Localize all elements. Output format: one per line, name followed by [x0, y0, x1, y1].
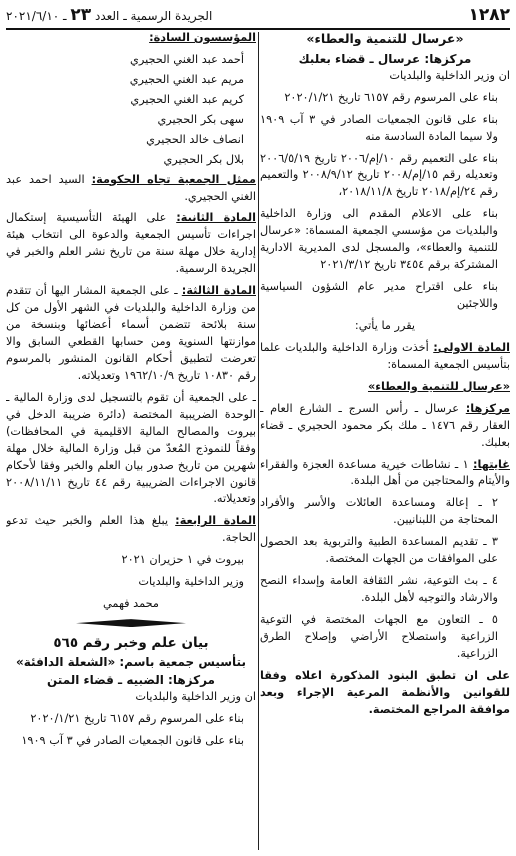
place-date: بيروت في ١ حزيران ٢٠٢١: [121, 553, 244, 567]
goal-4: ٤ ـ بث التوعية، نشر الثقافة العامة وإسداء النصح والارشاد والتوجيه لأهل البلدة.: [260, 574, 498, 605]
article-three-text: ـ على الجمعية المشار اليها أن تتقدم من وزارة الداخلية والبلديات في الشهر الأول من كل سنة بلائحة تتضمن أسماء أعضائها وبنسخة من موازنتها السنوية ومن حسابها القطعي السابق والا تعرضت لتطبيق أحكام القانون المنشور بالمرسوم رقم ١٠٨٣٠ تاريخ ١٩٦٢/١٠/٩ وتعديلاته.: [6, 284, 256, 382]
signer-name: محمد فهمي: [103, 597, 159, 611]
article-three: [6, 283, 256, 385]
hq-label: مركزها:: [465, 401, 510, 415]
gazette-name: الجريدة الرسمية ـ العدد: [94, 9, 213, 23]
notice-decree: بناء على المرسوم رقم ٦١٥٧ تاريخ ٢٠٢٠/١/٢١: [30, 712, 244, 726]
founder-item: مريم عبد الغني الحجيري: [129, 72, 244, 86]
founder-item: كريم عبد الغني الحجيري: [130, 92, 244, 106]
founder-item: انصاف خالد الحجيري: [146, 132, 244, 146]
article-two: [6, 210, 256, 278]
hq-text: عرسال ـ رأس السرج ـ الشارع العام ـ العقار رقم ١٤٧٦ ـ ملك بكر محمود الحجيري ـ قضاء بعلبك.: [260, 401, 510, 449]
issue-date: ـ ٢٠٢١/٦/١٠: [6, 9, 67, 23]
goal-5: ٥ ـ التعاون مع الجهات المختصة في التوعية الزراعية واستصلاح الأراضي وإصلاح الطرق الزراعية.: [260, 613, 498, 660]
goal-3: ٣ ـ تقديم المساعدة الطبية والتربوية بعد الحصول على الموافقات من الجهات المختصة.: [260, 535, 498, 566]
gazette-issue-line: [6, 5, 212, 25]
notice-minister: ان وزير الداخلية والبلديات: [135, 690, 256, 704]
article-two-label: المادة الثانية:: [176, 211, 256, 225]
founder-item: بلال بكر الحجيري: [163, 152, 244, 166]
preamble-minister: ان وزير الداخلية والبلديات: [389, 68, 510, 82]
notice-hq: مركزها: الضبيه ـ قضاء المتن: [47, 673, 215, 688]
page-header: [6, 2, 510, 30]
notice-title: بيان علم وخبر رقم ٥٦٥: [53, 635, 209, 652]
notice-subtitle: بتأسيس جمعية باسم: «الشعلة الدافئة»: [16, 655, 246, 670]
founders-list: [6, 52, 256, 169]
hq-paragraph: [260, 401, 510, 452]
goal-2: ٢ ـ إعالة ومساعدة العائلات والأسر والأفراد المحتاجة من اللبنانيين.: [260, 496, 498, 527]
founders-label: المؤسسون السادة:: [149, 31, 256, 44]
preamble-proposal: بناء على اقتراح مدير عام الشؤون السياسية واللاجئين: [260, 280, 498, 310]
right-column: [260, 30, 510, 852]
goal-1: ١ ـ نشاطات خيرية مساعدة العجزة والفقراء والأيتام والمحتاجين من أهل البلدة.: [260, 457, 510, 488]
representative-paragraph: [6, 172, 256, 206]
column-divider: [258, 32, 259, 850]
article-four-label: المادة الرابعة:: [175, 514, 256, 528]
article-three-tax: ـ على الجمعية أن تقوم بالتسجيل لدى وزارة المالية ـ الوحدة الضريبية المختصة (دائرة ضريبة الدخل في بيروت والمصالح المالية الاقليمية في المحافظات) وفقاً للنموذج المُعدّ من قبل وزارة المالية خلال مهلة شهرين من تاريخ صدور بيان العلم والخبر وفقا لأحكام قانون الاجراءات الضريبية رقم ٤٤ تاريخ ٢٠٠٨/١١/١١ وتعديلاته.: [6, 390, 256, 506]
closing-clause: على ان تطبق البنود المذكورة اعلاه وفقا للقوانين والأنظمة المرعية الإجراء وبعد موافقة المراجع المختصة.: [260, 668, 510, 716]
association-name: «عرسال للتنمية والعطاء»: [367, 379, 510, 393]
left-column: [6, 30, 256, 852]
preamble-decree: بناء على المرسوم رقم ٦١٥٧ تاريخ ٢٠٢٠/١/٢١: [284, 90, 498, 104]
article-two-text: على الهيئة التأسيسية إستكمال اجراءات تأسيس الجمعية والدعوة الى انتخاب هيئة إدارية خلال مهلة سنة من تاريخ نشر العلم والخبر في الجريدة الرسمية.: [6, 211, 256, 276]
notice-law: بناء على قانون الجمعيات الصادر في ٣ آب ١٩٠٩: [21, 734, 244, 748]
decides-line: يقرر ما يأتي:: [354, 318, 416, 332]
founder-item: أحمد عبد الغني الحجيري: [130, 52, 244, 66]
article-four-text: يبلغ هذا العلم والخبر حيث تدعو الحاجة.: [6, 514, 256, 545]
goals-paragraph: [260, 457, 510, 491]
goals-label: غايتها:: [472, 457, 510, 471]
section-separator: [76, 619, 186, 627]
issue-number: ٢٣: [70, 5, 92, 25]
preamble-circular: بناء على التعميم رقم ١٠/إم/٢٠٠٦ تاريخ ٢٠٠٦/٥/١٩ وتعديله رقم ١٥/إم/٢٠٠٨ تاريخ ٢٠٠٨/٩/١٢ والتعميم رقم ٢٤/إم/٢٠١٨ تاريخ ٢٠١٨/١١/٨،: [260, 151, 498, 199]
founder-item: سهى بكر الحجيري: [157, 112, 244, 126]
preamble-notice: بناء على الاعلام المقدم الى وزارة الداخلية والبلديات من مؤسسي الجمعية المسماة: «عرسال للتنمية والعطاء»، والمسجل لدى المديرية الادارية المشتركة برقم ٣٤٥٤ تاريخ ٢٠٢١/٣/١٢: [260, 207, 498, 272]
article-one-text: أخذت وزارة الداخلية والبلديات علما بتأسيس الجمعية المسماة:: [260, 340, 510, 371]
preamble-law: بناء على قانون الجمعيات الصادر في ٣ آب ١٩٠٩ ولا سيما المادة السادسة منه: [260, 112, 498, 143]
page-number: ١٢٨٢: [468, 5, 510, 25]
representative-label: ممثل الجمعية تجاه الحكومة:: [91, 172, 256, 186]
association-hq: مركزها: عرسال ـ قضاء بعلبك: [298, 51, 472, 66]
representative-text: السيد احمد عبد الغني الحجيري.: [6, 172, 256, 203]
article-three-label: المادة الثالثة:: [181, 284, 256, 298]
minister-title: وزير الداخلية والبلديات: [138, 575, 244, 589]
article-one: [260, 340, 510, 374]
association-title: «عرسال للتنمية والعطاء»: [306, 31, 464, 46]
article-four: [6, 513, 256, 547]
article-one-label: المادة الاولى:: [433, 340, 510, 354]
